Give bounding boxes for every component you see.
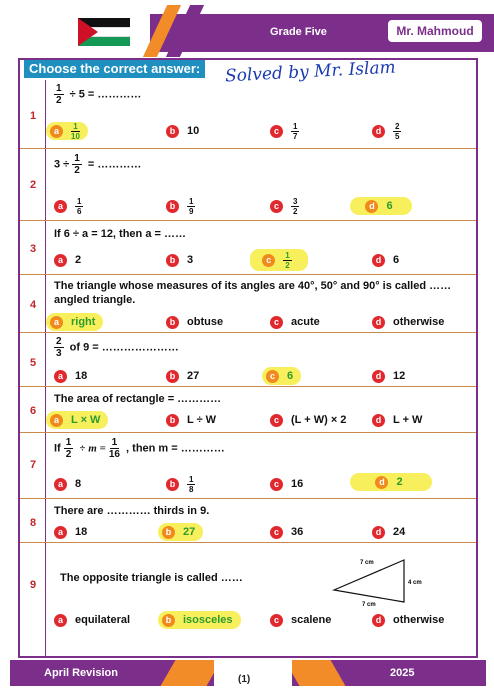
page-number: (1)	[238, 674, 251, 685]
option-letter-icon: a	[54, 614, 67, 627]
teacher-name: Mr. Mahmoud	[386, 18, 484, 44]
isosceles-triangle-figure	[330, 550, 430, 608]
question-prompt: There are ………… thirds in 9.	[54, 505, 210, 517]
worksheet-title: Choose the correct answer:	[24, 60, 205, 78]
option-letter-icon: c	[266, 370, 279, 383]
option-b[interactable]: b $\frac{1}{8}$	[166, 475, 195, 493]
option-d[interactable]: d 6	[372, 251, 399, 269]
option-letter-icon: c	[270, 478, 283, 491]
option-letter-icon: d	[372, 414, 385, 427]
option-letter-icon: a	[50, 316, 63, 329]
option-letter-icon: c	[270, 125, 283, 138]
option-c[interactable]: c 6	[262, 367, 301, 385]
question-4	[20, 274, 476, 332]
option-letter-icon: d	[372, 316, 385, 329]
handwritten-note: Solved by Mr. Islam	[224, 57, 397, 87]
option-c[interactable]: c scalene	[270, 611, 331, 629]
option-letter-icon: a	[50, 125, 63, 138]
option-b[interactable]: b 3	[166, 251, 193, 269]
option-d[interactable]: d $\frac{2}{5}$	[372, 122, 401, 140]
option-b[interactable]: b obtuse	[166, 313, 223, 331]
option-d[interactable]: d otherwise	[372, 313, 444, 331]
option-d[interactable]: d 24	[372, 523, 405, 541]
option-a[interactable]: a equilateral	[54, 611, 130, 629]
question-8	[20, 498, 476, 542]
question-number: 5	[29, 357, 37, 369]
option-d[interactable]: d otherwise	[372, 611, 444, 629]
option-d[interactable]: d 2	[350, 473, 432, 491]
question-number: 6	[29, 405, 37, 417]
option-b[interactable]: b 10	[166, 122, 199, 140]
question-number: 1	[29, 110, 37, 122]
option-letter-icon: c	[262, 254, 275, 267]
question-5	[20, 332, 476, 386]
question-6	[20, 386, 476, 432]
option-letter-icon: a	[54, 526, 67, 539]
option-letter-icon: d	[372, 370, 385, 383]
question-number: 8	[29, 517, 37, 529]
option-letter-icon: a	[54, 200, 67, 213]
option-c[interactable]: c $\frac{1}{7}$	[270, 122, 299, 140]
option-c[interactable]: c 36	[270, 523, 303, 541]
triangle-shape	[334, 560, 404, 602]
option-b[interactable]: b 27	[166, 367, 199, 385]
option-a[interactable]: a 2	[54, 251, 81, 269]
option-letter-icon: b	[166, 414, 179, 427]
option-d[interactable]: d 12	[372, 367, 405, 385]
option-a[interactable]: a $\frac{1}{6}$	[54, 197, 83, 215]
page-header	[0, 0, 494, 62]
option-a[interactable]: a 8	[54, 475, 81, 493]
option-b[interactable]: b isosceles	[158, 611, 241, 629]
option-letter-icon: c	[270, 316, 283, 329]
option-letter-icon: d	[372, 614, 385, 627]
option-letter-icon: c	[270, 614, 283, 627]
option-b[interactable]: b $\frac{1}{9}$	[166, 197, 195, 215]
option-letter-icon: c	[270, 414, 283, 427]
question-prompt: $\frac{2}{3}$ of 9 = …………………	[56, 336, 179, 359]
option-letter-icon: b	[162, 526, 175, 539]
option-letter-icon: b	[166, 370, 179, 383]
question-1	[20, 80, 476, 148]
option-c[interactable]: c $\frac{3}{2}$	[270, 197, 299, 215]
footer-title: April Revision	[44, 667, 118, 679]
footer-year: 2025	[390, 667, 415, 679]
footer-center	[214, 660, 292, 686]
question-prompt: The triangle whose measures of its angles are 40°, 50° and 90° is called …… angled triangle.	[54, 280, 452, 306]
question-number: 4	[29, 299, 37, 311]
option-letter-icon: a	[54, 478, 67, 491]
page-footer	[0, 660, 494, 700]
option-letter-icon: b	[166, 254, 179, 267]
option-letter-icon: d	[365, 200, 378, 213]
option-a[interactable]: a 18	[54, 523, 87, 541]
option-letter-icon: d	[372, 526, 385, 539]
option-c[interactable]: c (L + W) × 2	[270, 411, 346, 429]
question-prompt: The area of rectangle = …………	[54, 393, 222, 405]
option-a[interactable]: a L × W	[46, 411, 108, 429]
option-letter-icon: c	[270, 526, 283, 539]
option-letter-icon: b	[162, 614, 175, 627]
question-number: 2	[29, 179, 37, 191]
question-prompt: $\frac{1}{2}$ ÷ 5 = …………	[56, 83, 142, 106]
option-a[interactable]: a 18	[54, 367, 87, 385]
question-prompt: If 6 ÷ a = 12, then a = ……	[54, 228, 186, 240]
option-a[interactable]: a $\frac{1}{10}$	[46, 122, 88, 140]
option-letter-icon: d	[372, 125, 385, 138]
option-letter-icon: a	[54, 370, 67, 383]
option-b[interactable]: b L ÷ W	[166, 411, 216, 429]
question-prompt: 3 ÷ $\frac{1}{2}$ = …………	[54, 153, 142, 176]
option-c[interactable]: c 16	[270, 475, 303, 493]
side-label-b: 4 cm	[408, 580, 422, 586]
question-number: 3	[29, 243, 37, 255]
option-d[interactable]: d 6	[350, 197, 412, 215]
option-letter-icon: b	[166, 316, 179, 329]
option-c[interactable]: c $\frac{1}{2}$	[250, 249, 308, 271]
question-number: 9	[29, 579, 37, 591]
option-letter-icon: a	[50, 414, 63, 427]
option-letter-icon: d	[375, 476, 388, 489]
question-prompt: The opposite triangle is called ……	[60, 572, 243, 584]
option-letter-icon: d	[372, 254, 385, 267]
question-number: 7	[29, 459, 37, 471]
option-b[interactable]: b 27	[158, 523, 203, 541]
option-d[interactable]: d L + W	[372, 411, 422, 429]
palestine-flag-icon	[78, 18, 130, 46]
option-letter-icon: c	[270, 200, 283, 213]
side-label-a: 7 cm	[360, 560, 374, 566]
grade-label: Grade Five	[270, 26, 327, 38]
option-c[interactable]: c acute	[270, 313, 320, 331]
option-letter-icon: b	[166, 478, 179, 491]
option-letter-icon: a	[54, 254, 67, 267]
option-a[interactable]: a right	[46, 313, 103, 331]
question-7	[20, 432, 476, 498]
option-letter-icon: b	[166, 125, 179, 138]
question-prompt: If $\frac{1}{2}$ ÷ m = $\frac{1}{16}$ , then m = …………	[54, 437, 225, 460]
side-label-c: 7 cm	[362, 602, 376, 608]
question-2	[20, 148, 476, 220]
option-letter-icon: b	[166, 200, 179, 213]
question-3	[20, 220, 476, 274]
